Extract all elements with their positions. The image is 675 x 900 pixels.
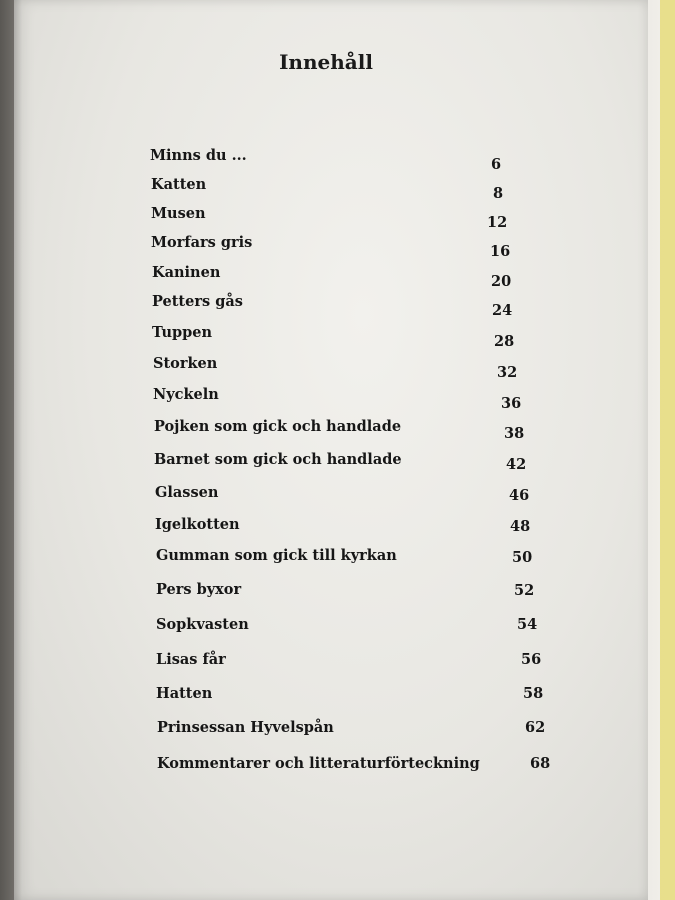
toc-page-number: 36: [501, 395, 522, 412]
book-page: [14, 0, 648, 900]
toc-entry-title: Kaninen: [152, 264, 221, 281]
toc-page-number: 42: [506, 456, 527, 473]
spine-shadow: [0, 0, 22, 900]
toc-entry-title: Gumman som gick till kyrkan: [156, 547, 397, 564]
toc-page-number: 38: [504, 425, 525, 442]
toc-entry-title: Musen: [151, 205, 206, 222]
toc-entry-title: Hatten: [156, 685, 213, 702]
toc-page-number: 24: [492, 302, 513, 319]
toc-page-number: 48: [510, 518, 531, 535]
toc-entry-title: Kommentarer och litteraturförteckning: [157, 755, 480, 772]
toc-page-number: 20: [491, 273, 512, 290]
toc-entry-title: Pers byxor: [156, 581, 242, 598]
toc-page-number: 8: [493, 185, 504, 202]
toc-page-number: 12: [487, 214, 508, 231]
toc-page-number: 16: [490, 243, 511, 260]
toc-page-number: 54: [517, 616, 538, 633]
table-of-contents: [14, 0, 648, 900]
toc-entry-title: Pojken som gick och handlade: [154, 418, 402, 435]
toc-entry-title: Katten: [151, 176, 207, 193]
toc-entry-title: Prinsessan Hyvelspån: [157, 719, 334, 736]
toc-page-number: 32: [497, 364, 518, 381]
toc-entry-title: Tuppen: [152, 324, 213, 341]
toc-page-number: 62: [525, 719, 546, 736]
toc-entry-title: Barnet som gick och handlade: [154, 451, 402, 468]
toc-page-number: 50: [512, 549, 533, 566]
page-title: Innehåll: [279, 50, 373, 74]
toc-entry-title: Nyckeln: [153, 386, 219, 403]
toc-page-number: 56: [521, 651, 542, 668]
toc-page-number: 28: [494, 333, 515, 350]
toc-entry-title: Glassen: [155, 484, 219, 501]
toc-page-number: 46: [509, 487, 530, 504]
toc-page-number: 68: [530, 755, 551, 772]
toc-entry-title: Morfars gris: [151, 234, 253, 251]
toc-entry-title: Storken: [153, 355, 218, 372]
toc-entry-title: Lisas får: [156, 651, 226, 668]
toc-entry-title: Sopkvasten: [156, 616, 249, 633]
toc-page-number: 6: [491, 156, 502, 173]
toc-page-number: 52: [514, 582, 535, 599]
toc-entry-title: Igelkotten: [155, 516, 240, 533]
toc-entry-title: Petters gås: [152, 293, 243, 310]
toc-page-number: 58: [523, 685, 544, 702]
toc-entry-title: Minns du ...: [150, 147, 247, 164]
